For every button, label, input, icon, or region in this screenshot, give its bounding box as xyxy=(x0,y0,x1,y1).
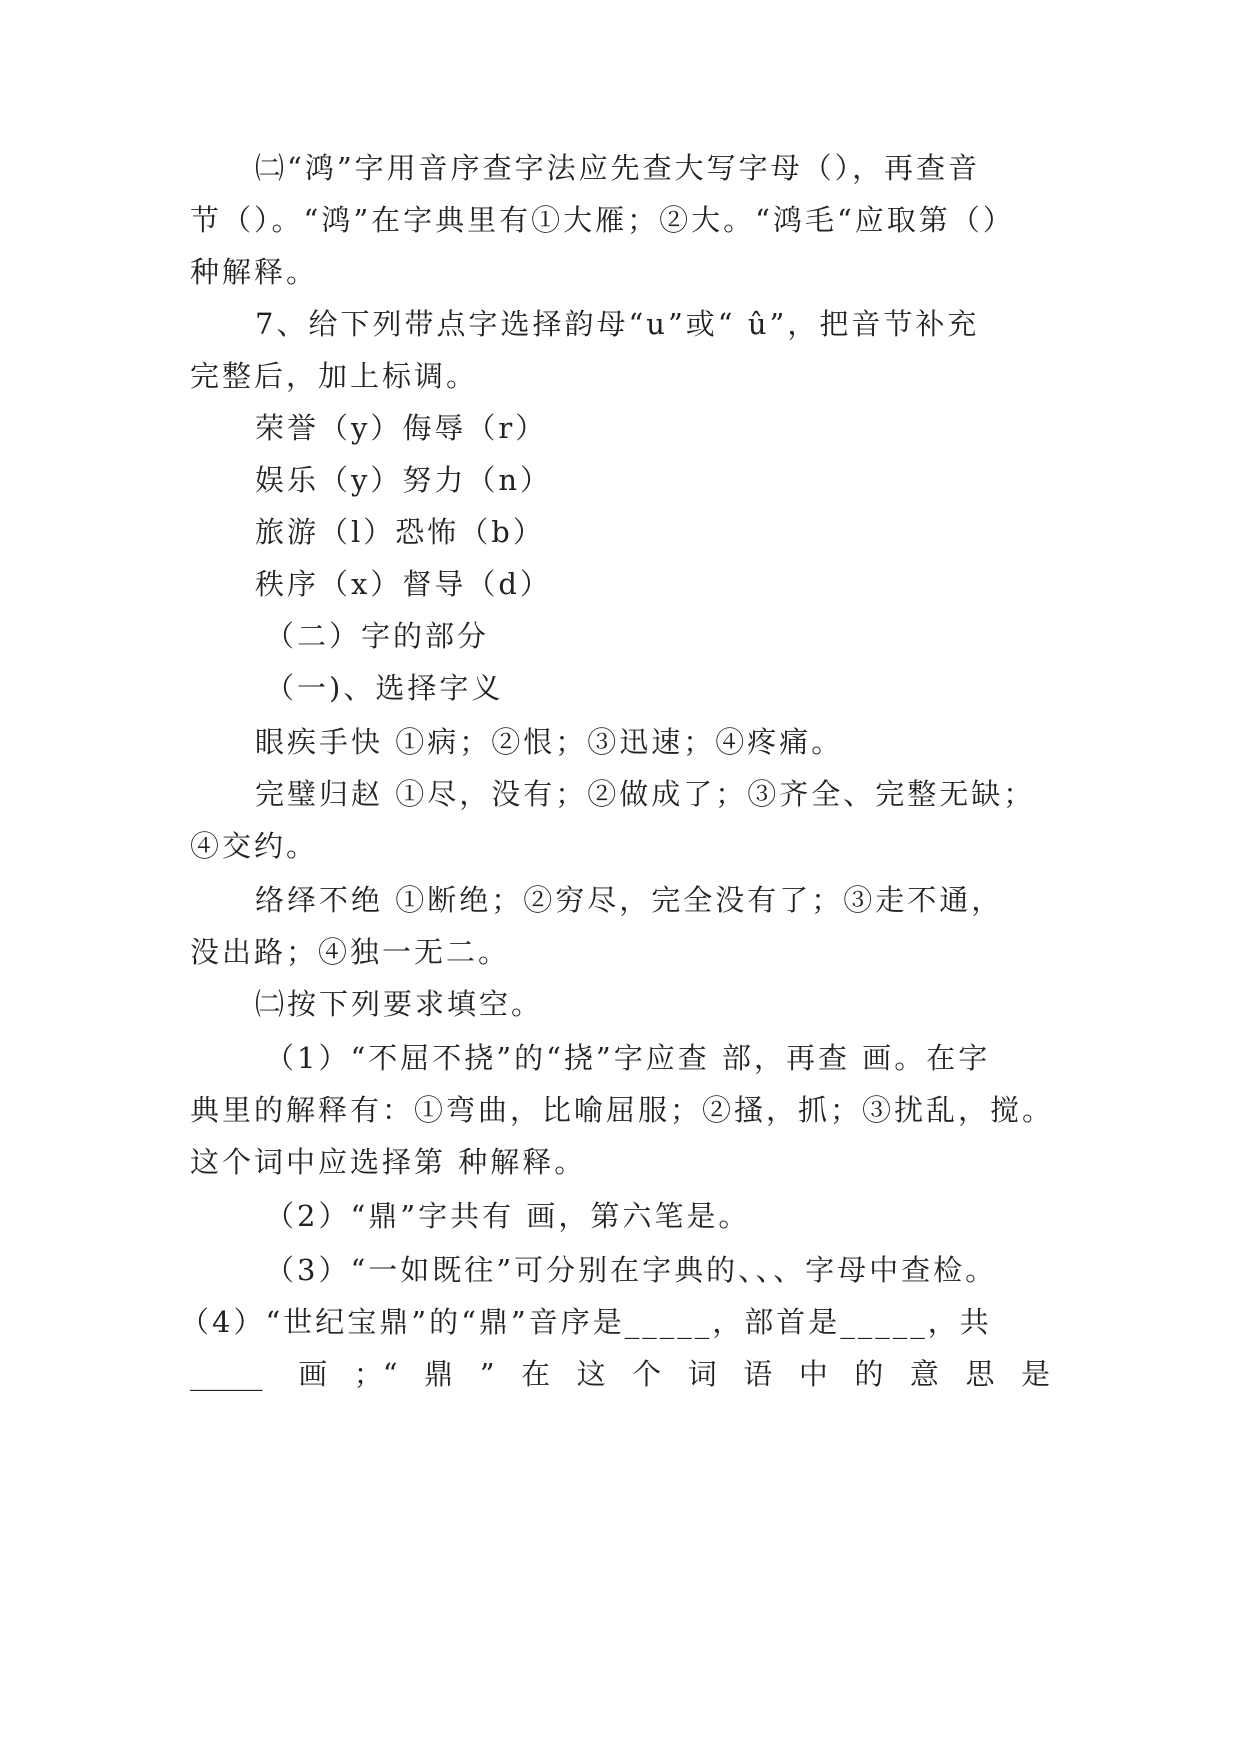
text-line: 荣誉（y）侮辱（r） xyxy=(255,411,548,445)
text-line: （1）“不屈不挠”的“挠”字应查 部，再查 画。在字 xyxy=(265,1041,991,1075)
text-line: 完璧归赵 ①尽，没有；②做成了；③齐全、完整无缺； xyxy=(255,777,1036,811)
text-line: 典里的解释有：①弯曲，比喻屈服；②搔，抓；③扰乱，搅。 xyxy=(190,1093,1055,1127)
section-heading: （一)、选择字义 xyxy=(265,671,504,705)
text-line: 眼疾手快 ①病；②恨；③迅速；④疼痛。 xyxy=(255,725,844,759)
text-line: 种解释。 xyxy=(190,255,319,289)
text-line: 完整后，加上标调。 xyxy=(190,359,479,393)
text-line: _____ 画；“鼎”在这个词语中的意思是 xyxy=(190,1357,1050,1391)
text-line: ㈡按下列要求填空。 xyxy=(255,987,544,1021)
text-line: 7、给下列带点字选择韵母“u”或“ û”，把音节补充 xyxy=(255,307,980,341)
text-line: （3）“一如既往”可分别在字典的、、、字母中查检。 xyxy=(265,1253,998,1287)
text-line: 节（）。“鸿”在字典里有①大雁；②大。“鸿毛“应取第（） xyxy=(190,203,1015,237)
text-line: 秩序（x）督导（d） xyxy=(255,567,552,601)
text-line: ④交约。 xyxy=(190,829,319,863)
text-line: 娱乐（y）努力（n） xyxy=(255,463,553,497)
text-line: （2）“鼎”字共有 画，第六笔是。 xyxy=(265,1199,751,1233)
section-heading: （二）字的部分 xyxy=(265,619,490,653)
text-line: 没出路；④独一无二。 xyxy=(190,935,511,969)
text-line: （4）“世纪宝鼎”的“鼎”音序是_____，部首是_____，共 xyxy=(180,1305,992,1339)
text-line: ㈡“鸿”字用音序查字法应先查大写字母（），再查音 xyxy=(255,151,981,185)
text-line: 络绎不绝 ①断绝；②穷尽，完全没有了；③走不通， xyxy=(255,883,1004,917)
text-line: 旅游（l）恐怖（b） xyxy=(255,515,545,549)
text-line: 这个词中应选择第 种解释。 xyxy=(190,1145,587,1179)
